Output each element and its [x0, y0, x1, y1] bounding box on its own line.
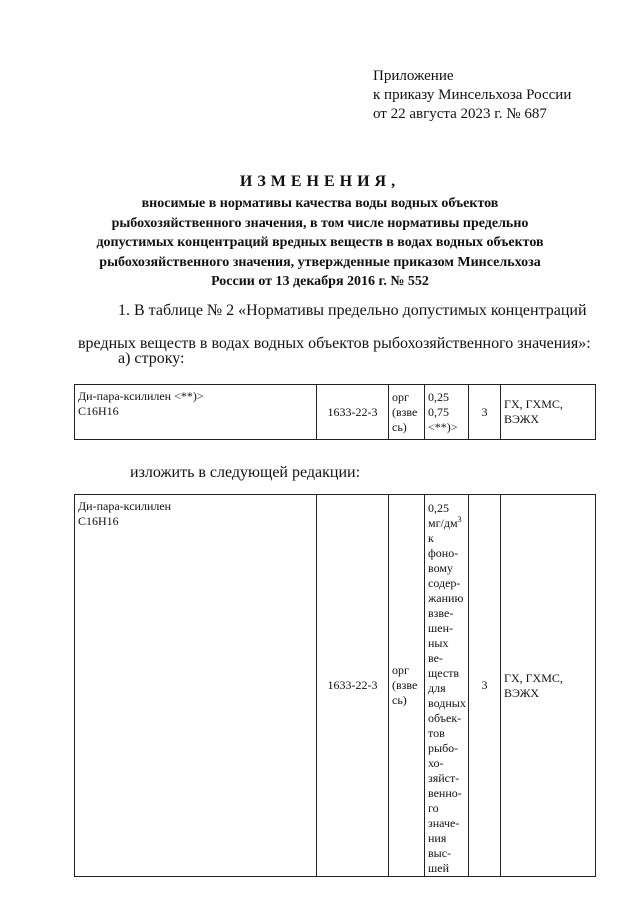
hazard-class-cell: 3 [469, 495, 501, 877]
substance-name: Ди-пара-ксилилен [78, 499, 172, 513]
conc-note-line: рыбо- [428, 741, 459, 755]
appendix-line: от 22 августа 2023 г. № 687 [373, 106, 547, 122]
conc-note-line: ных ве- [428, 636, 449, 665]
conc-note-line: содер- [428, 576, 461, 590]
methods-line: ВЭЖХ [504, 412, 540, 426]
conc-note-line: шен- [428, 621, 453, 635]
document-title: ИЗМЕНЕНИЯ, [239, 173, 401, 190]
substance-name-cell [75, 495, 317, 877]
methods-line: ГХ, ГХМС, [504, 397, 563, 411]
paragraph-line: вредных веществ в водах водных объектов рыбохозяйственного значения»: [78, 335, 591, 352]
cas-cell: 1633-22-3 [317, 495, 389, 877]
lpv-line: орг [392, 389, 409, 404]
concentration-cell [425, 495, 469, 877]
table-row [75, 385, 596, 440]
substance-name-cell [75, 385, 317, 440]
document-subtitle [0, 194, 640, 292]
conc-note-line: го [428, 801, 439, 815]
concentration-cell [425, 385, 469, 440]
appendix-line: к приказу Минсельхоза России [373, 87, 572, 103]
methods-cell [501, 495, 596, 877]
conc-note-line: объек- [428, 711, 462, 725]
conc-note-line: для [428, 681, 446, 695]
conc-line: 0,25 [428, 389, 449, 404]
conc-note-line: водных [428, 696, 466, 710]
conc-note-line: венно- [428, 786, 462, 800]
conc-note-line: выс- [428, 846, 452, 860]
conc-unit-sup: 3 [457, 515, 462, 524]
substance-formula: C16H16 [78, 404, 119, 418]
hazard-class-cell: 3 [469, 385, 501, 440]
conc-note-line: хо- [428, 756, 444, 770]
substance-formula: C16H16 [78, 514, 119, 528]
appendix-reference [373, 67, 571, 124]
conc-note-line: вому [428, 561, 453, 575]
conc-note-line: тов [428, 726, 445, 740]
lpv-line: орг [392, 663, 409, 677]
conc-note-line: ния [428, 831, 447, 845]
conc-unit-text: мг/дм [428, 516, 458, 530]
conc-line: 0,75 [428, 404, 449, 419]
table-new-row [74, 494, 596, 877]
conc-note [428, 531, 465, 876]
table-old-row [74, 384, 596, 440]
cas-cell: 1633-22-3 [317, 385, 389, 440]
subtitle-line: допустимых концентраций вредных веществ в водах водных объектов [96, 235, 544, 250]
subtitle-line: России от 13 декабря 2016 г. № 552 [211, 274, 429, 289]
subtitle-line: рыбохозяйственного значения, утвержденные приказом Минсельхоза [99, 254, 541, 270]
methods-line: ГХ, ГХМС, [504, 670, 563, 685]
lpv-line: сь) [392, 693, 407, 707]
conc-note-line: ществ [428, 666, 460, 680]
lpv-line: (взве [392, 404, 418, 419]
conc-note-line: значе- [428, 816, 460, 830]
lpv-line: сь) [392, 419, 407, 434]
appendix-line: Приложение [373, 68, 454, 84]
table-row [75, 495, 596, 877]
lpv-cell [389, 495, 425, 877]
paragraph-b: изложить в следующей редакции: [130, 464, 361, 481]
conc-unit [428, 516, 465, 531]
conc-line: <**)> [428, 419, 458, 434]
conc-note-line: зяйст- [428, 771, 460, 785]
subtitle-line: рыбохозяйственного значения, в том числе нормативы предельно [111, 215, 529, 231]
lpv-line: (взве [392, 678, 418, 692]
methods-line: ВЭЖХ [504, 685, 540, 700]
substance-name: Ди-пара-ксилилен <**)> [78, 389, 204, 403]
paragraph-a: а) строку: [118, 350, 185, 367]
conc-note-line: жанию [428, 591, 464, 605]
conc-line: 0,25 [428, 501, 449, 515]
conc-note-line: шей [428, 861, 449, 875]
conc-note-line: к фоно- [428, 531, 459, 560]
subtitle-line: вносимые в нормативы качества воды водных объектов [141, 196, 499, 211]
methods-cell [501, 385, 596, 440]
paragraph-line: 1. В таблице № 2 «Нормативы предельно допустимых концентраций [118, 302, 587, 319]
lpv-cell [389, 385, 425, 440]
conc-note-line: взве- [428, 606, 454, 620]
